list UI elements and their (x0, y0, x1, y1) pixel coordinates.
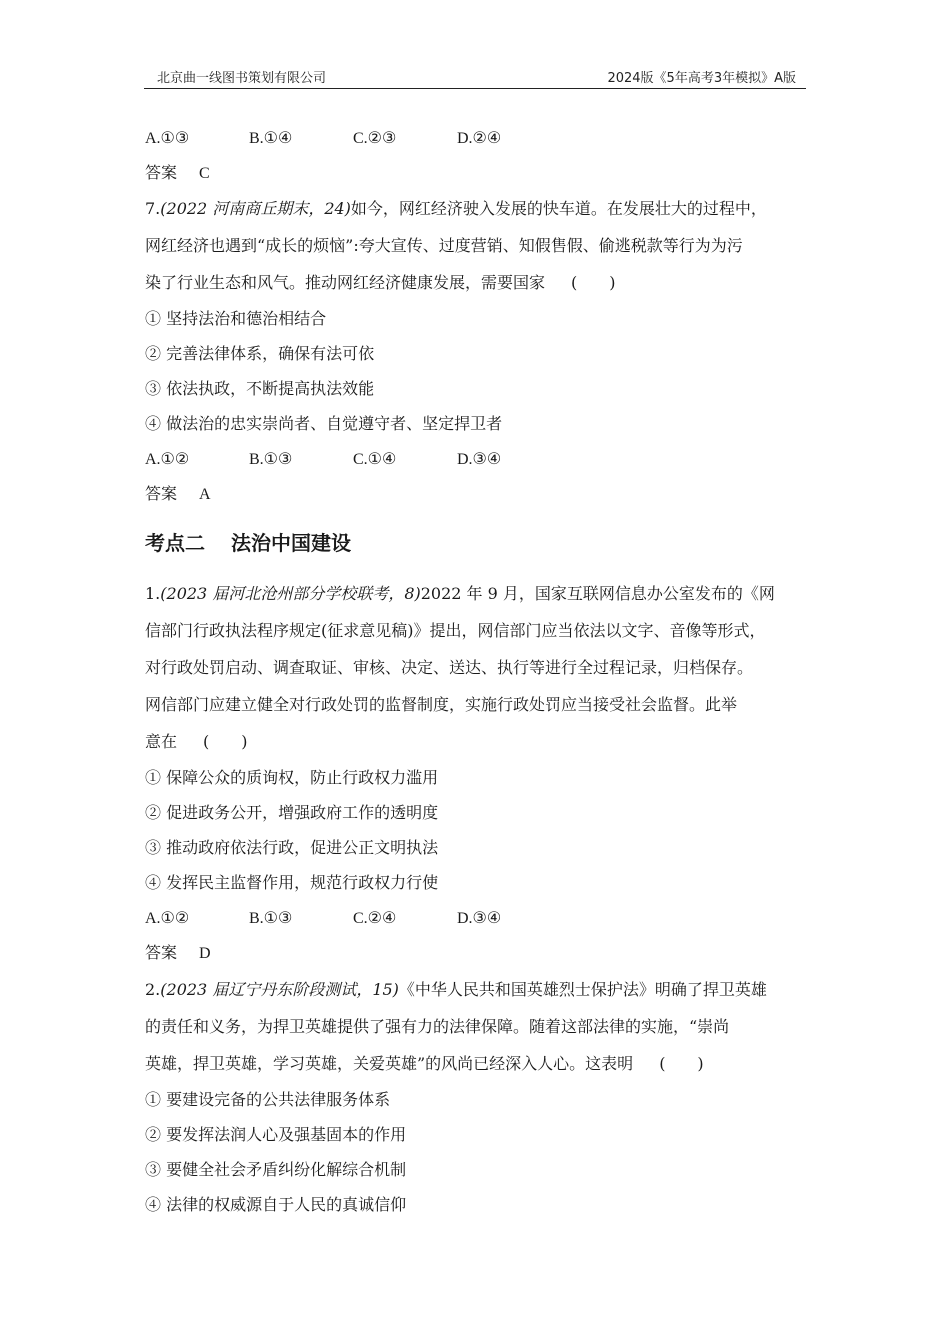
s2-item-4: ④ 法律的权威源自于人民的真诚信仰 (145, 1195, 407, 1214)
section-heading (145, 527, 351, 556)
s1-item-1: ① 保障公众的质询权，防止行政权力滥用 (145, 768, 439, 787)
q7-item-2: ② 完善法律体系，确保有法可依 (145, 344, 375, 363)
q7-item-4: ④ 做法治的忠实崇尚者、自觉遵守者、坚定捍卫者 (145, 414, 503, 433)
option-d: D.③④ (457, 910, 502, 927)
option-b: B.①④ (249, 130, 293, 147)
publisher-name: 北京曲一线图书策划有限公司 (157, 71, 327, 86)
s2-stem-line-2: 的责任和义务，为捍卫英雄提供了强有力的法律保障。随着这部法律的实施，“崇尚 (145, 1017, 730, 1036)
option-a: A.①② (145, 910, 190, 927)
question-number: 7. (145, 199, 161, 218)
q7-options (145, 448, 561, 471)
q7-answer (145, 483, 211, 506)
answer-label: 答案 (145, 943, 178, 962)
option-c: C.②④ (353, 910, 397, 927)
q7-item-3: ③ 依法执政，不断提高执法效能 (145, 379, 375, 398)
option-b: B.①③ (249, 451, 293, 468)
answer-blank: ( ) (571, 273, 616, 292)
option-a: A.①③ (145, 130, 190, 147)
answer-blank: ( ) (203, 732, 248, 751)
s1-item-3: ③ 推动政府依法行政，促进公正文明执法 (145, 838, 439, 857)
s1-options (145, 907, 561, 930)
book-edition: 2024版《5年高考3年模拟》A版 (607, 71, 796, 86)
q7-item-1: ① 坚持法治和德治相结合 (145, 309, 327, 328)
question-source: (2023 届辽宁丹东阶段测试，15) (160, 980, 399, 999)
question-source: (2023 届河北沧州部分学校联考，8) (160, 584, 421, 603)
option-c: C.②③ (353, 130, 397, 147)
s1-item-4: ④ 发挥民主监督作用，规范行政权力行使 (145, 873, 439, 892)
s2-item-3: ③ 要健全社会矛盾纠纷化解综合机制 (145, 1160, 407, 1179)
s2-item-1: ① 要建设完备的公共法律服务体系 (145, 1090, 391, 1109)
answer-value: C (199, 165, 210, 182)
s2-stem-line-1: 2.(2023 届辽宁丹东阶段测试，15)《中华人民共和国英雄烈士保护法》明确了捍卫英雄 (145, 980, 767, 999)
q6-answer (145, 162, 210, 185)
option-a: A.①② (145, 451, 190, 468)
s1-item-2: ② 促进政务公开，增强政府工作的透明度 (145, 803, 439, 822)
option-b: B.①③ (249, 910, 293, 927)
option-d: D.②④ (457, 130, 502, 147)
s1-answer (145, 942, 211, 965)
option-c: C.①④ (353, 451, 397, 468)
s1-stem-line-2: 信部门行政执法程序规定(征求意见稿)》提出，网信部门应当依法以文字、音像等形式， (145, 621, 766, 640)
question-number: 2. (145, 980, 161, 999)
s1-stem-line-4: 网信部门应建立健全对行政处罚的监督制度，实施行政处罚应当接受社会监督。此举 (145, 695, 738, 714)
option-d: D.③④ (457, 451, 502, 468)
section-title: 法治中国建设 (231, 531, 351, 555)
answer-value: D (199, 945, 211, 962)
question-number: 1. (145, 584, 161, 603)
q6-options (145, 127, 561, 150)
q7-stem-line-3: 染了行业生态和风气。推动网红经济健康发展，需要国家 ( ) (145, 273, 616, 292)
answer-label: 答案 (145, 163, 178, 182)
q7-stem-line-2: 网红经济也遇到“成长的烦恼”:夸大宣传、过度营销、知假售假、偷逃税款等行为为污 (145, 236, 743, 255)
q7-stem-line-1: 7.(2022 河南商丘期末，24)如今，网红经济驶入发展的快车道。在发展壮大的过程中， (145, 199, 767, 218)
answer-value: A (199, 486, 211, 503)
question-source: (2022 河南商丘期末，24) (160, 199, 351, 218)
s1-stem-line-1: 1.(2023 届河北沧州部分学校联考，8)2022 年 9 月，国家互联网信息办公室发布的《网 (145, 584, 775, 603)
answer-label: 答案 (145, 484, 178, 503)
s1-stem-line-3: 对行政处罚启动、调查取证、审核、决定、送达、执行等进行全过程记录，归档保存。 (145, 658, 754, 677)
s1-stem-line-5: 意在 ( ) (145, 732, 248, 751)
page-header (144, 66, 806, 89)
answer-blank: ( ) (659, 1054, 704, 1073)
section-label: 考点二 (145, 531, 205, 555)
s2-item-2: ② 要发挥法润人心及强基固本的作用 (145, 1125, 407, 1144)
s2-stem-line-3: 英雄，捍卫英雄，学习英雄，关爱英雄”的风尚已经深入人心。这表明 ( ) (145, 1054, 704, 1073)
